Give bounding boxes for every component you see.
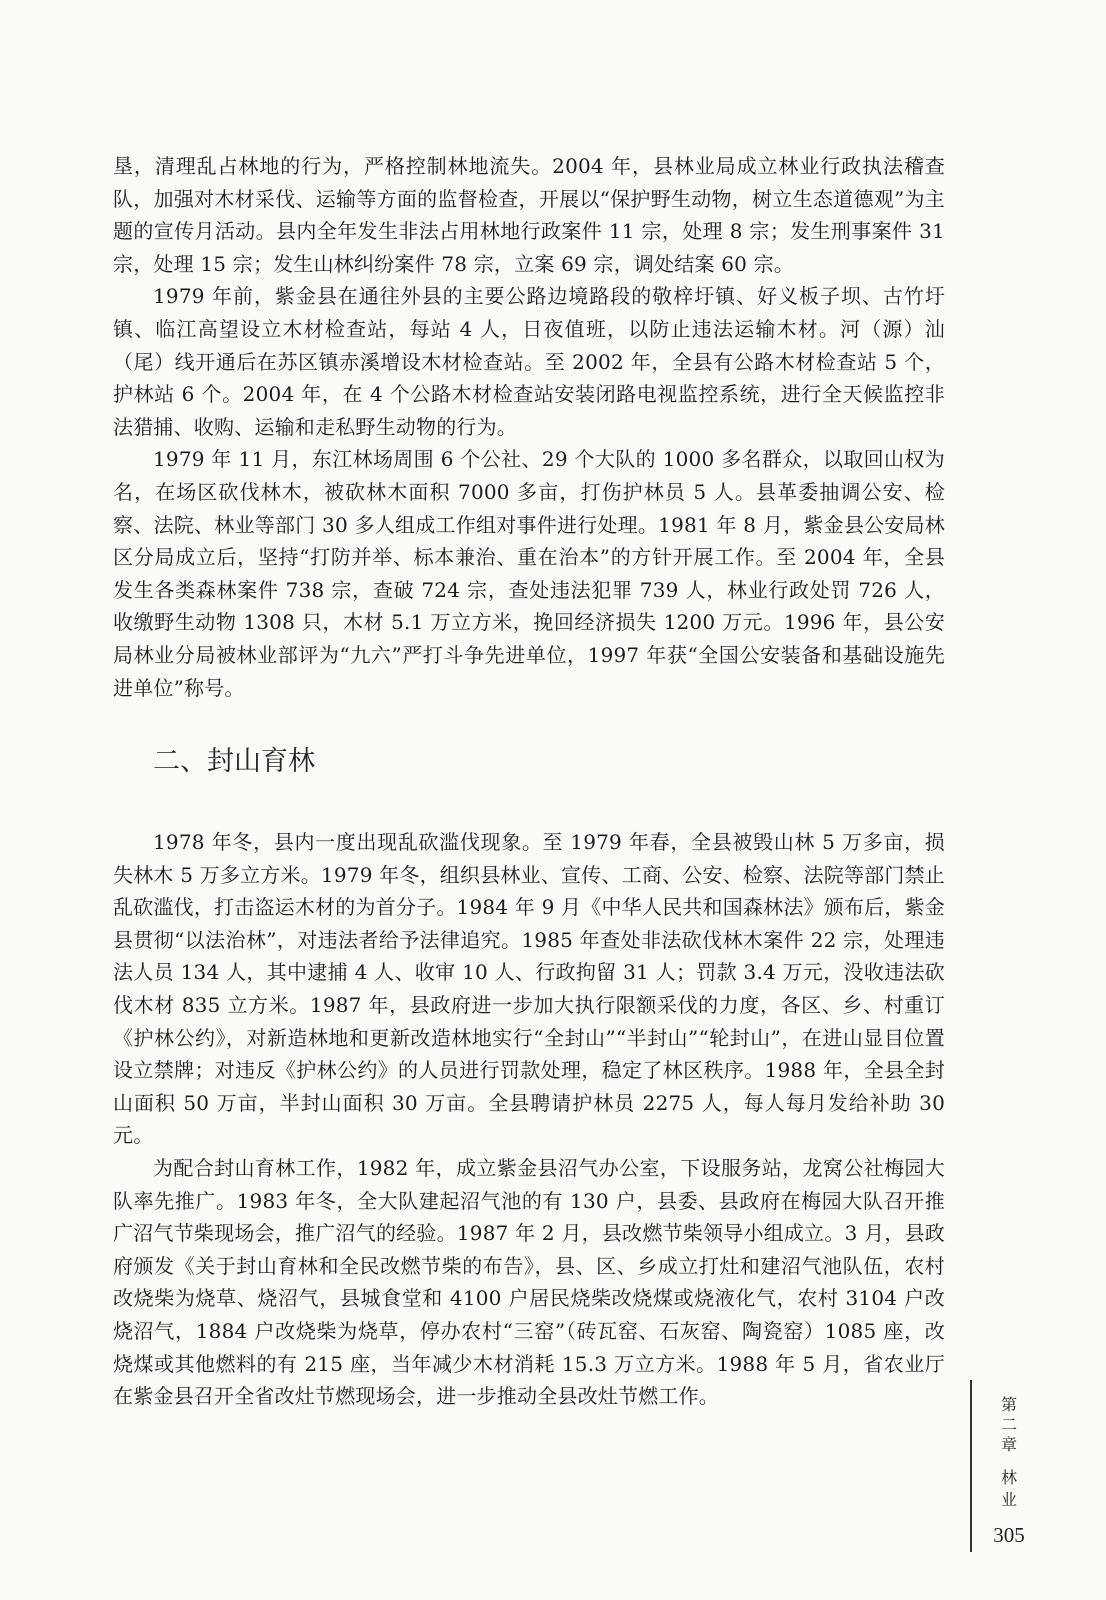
page-number: 305 [993,1523,1025,1547]
paragraph-continued: 垦，清理乱占林地的行为，严格控制林地流失。2004 年，县林业局成立林业行政执法稽查队，加强对木材采伐、运输等方面的监督检查，开展以“保护野生动物，树立生态道德观”为主题的宣传月活动。县内全年发生非法占用林地行政案件 11 宗，处理 8 宗；发生刑事案件 31 宗，处理 15 宗；发生山林纠纷案件 78 宗，立案 69 宗，调处结案 60 宗。 [113,154,945,276]
section-label: 林业 [1000,1468,1017,1509]
side-tab [983,1395,1035,1548]
paragraph: 1979 年前，紫金县在通往外县的主要公路边境路段的敬梓圩镇、好义板子坝、古竹圩镇、临江高望设立木材检查站，每站 4 人，日夜值班，以防止违法运输木材。河（源）汕（尾）线开通后在苏区镇赤溪增设木材检查站。至 2002 年，全县有公路木材检查站 5 个，护林站 6 个。2004 年，在 4 个公路木材检查站安装闭路电视监控系统，进行全天候监控非法猎捕、收购、运输和走私野生动物的行为。 [113,284,945,439]
paragraph: 1979 年 11 月，东江林场周围 6 个公社、29 个大队的 1000 多名群众，以取回山权为名，在场区砍伐林木，被砍林木面积 7000 多亩，打伤护林员 5 人。县革委抽调公安、检察、法院、林业等部门 30 多人组成工作组对事件进行处理。1981 年 8 月，紫金县公安局林区分局成立后，坚持“打防并举、标本兼治、重在治本”的方针开展工作。至 2004 年，全县发生各类森林案件 738 宗，查破 724 宗，查处违法犯罪 739 人，林业行政处罚 726 人，收缴野生动物 1308 只，木材 5.1 万立方米，挽回经济损失 1200 万元。1996 年，县公安局林业分局被林业部评为“九六”严打斗争先进单位，1997 年获“全国公安装备和基础设施先进单位”称号。 [113,447,945,700]
body-text [113,150,945,1413]
chapter-label: 第二章 [1000,1395,1017,1454]
side-tab-divider [970,1380,972,1552]
paragraph: 1978 年冬，县内一度出现乱砍滥伐现象。至 1979 年春，全县被毁山林 5 万多亩，损失林木 5 万多立方米。1979 年冬，组织县林业、宣传、工商、公安、检察、法院等部门禁止乱砍滥伐，打击盗运木材的为首分子。1984 年 9 月《中华人民共和国森林法》颁布后，紫金县贯彻“以法治林”，对违法者给予法律追究。1985 年查处非法砍伐林木案件 22 宗，处理违法人员 134 人，其中逮捕 4 人、收审 10 人、行政拘留 31 人；罚款 3.4 万元，没收违法砍伐木材 835 立方米。1987 年，县政府进一步加大执行限额采伐的力度，各区、乡、村重订《护林公约》，对新造林地和更新改造林地实行“全封山”“半封山”“轮封山”，在进山显目位置设立禁牌；对违反《护林公约》的人员进行罚款处理，稳定了林区秩序。1988 年，全县全封山面积 50 万亩，半封山面积 30 万亩。全县聘请护林员 2275 人，每人每月发给补助 30 元。 [113,830,945,1148]
paragraph: 为配合封山育林工作，1982 年，成立紫金县沼气办公室，下设服务站，龙窝公社梅园大队率先推广。1983 年冬，全大队建起沼气池的有 130 户，县委、县政府在梅园大队召开推广沼气节柴现场会，推广沼气的经验。1987 年 2 月，县改燃节柴领导小组成立。3 月，县政府颁发《关于封山育林和全民改燃节柴的布告》，县、区、乡成立打灶和建沼气池队伍，农村改烧柴为烧草、烧沼气，县城食堂和 4100 户居民烧柴改烧煤或烧液化气，农村 3104 户改烧沼气，1884 户改烧柴为烧草，停办农村“三窑”（砖瓦窑、石灰窑、陶瓷窑）1085 座，改烧煤或其他燃料的有 215 座，当年减少木材消耗 15.3 万立方米。1988 年 5 月，省农业厅在紫金县召开全省改灶节燃现场会，进一步推动全县改灶节燃工作。 [113,1156,945,1409]
section-heading: 二、封山育林 [153,746,315,778]
